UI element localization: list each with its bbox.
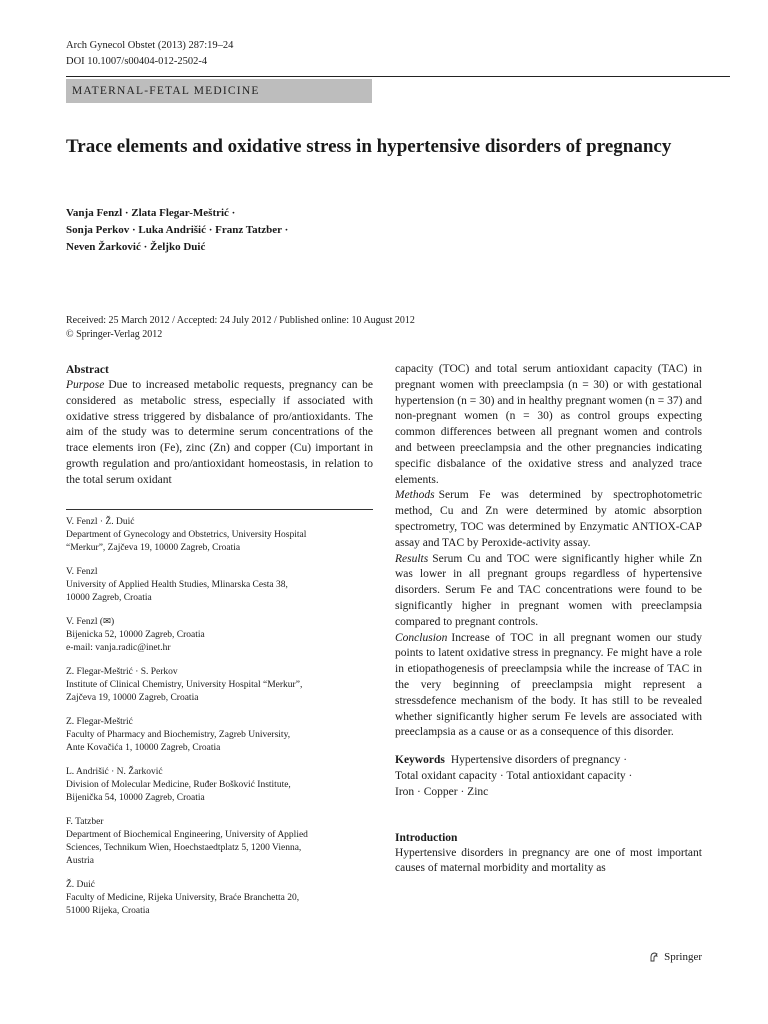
methods-text: Serum Fe was determined by spectrophotometric method, Cu and Zn were determined by atomic absorption spectrometry, TOC was determined by Enzymatic ANTIOX-CAP assay and TAC by Peroxide-activity assay. xyxy=(395,489,702,549)
affiliations xyxy=(66,516,373,929)
affiliation-line: Ante Kovačića 1, 10000 Zagreb, Croatia xyxy=(66,743,221,753)
abstract-purpose-continued: capacity (TOC) and total serum antioxidant capacity (TAC) in pregnant women with preeclampsia (n = 30) or with gestational hypertension (n = 30) and in healthy pregnant women (n = 37) and non-pregnant women (n = 30) as control groups expecting common differences between all pregnant women and controls and between preeclampsia and the other pregnancies indicating specific disbalance of the oxidative stress and analyzed trace elements. xyxy=(395,363,702,486)
conclusion-label: Conclusion xyxy=(395,631,448,644)
affiliation-line: Zajčeva 19, 10000 Zagreb, Croatia xyxy=(66,693,199,703)
affiliation-names: Z. Flegar-Meštrić · S. Perkov xyxy=(66,667,178,677)
affiliation-line: “Merkur”, Zajčeva 19, 10000 Zagreb, Croatia xyxy=(66,543,241,553)
affiliation-names: F. Tatzber xyxy=(66,817,104,827)
abstract-heading: Abstract xyxy=(66,364,109,376)
abstract-conclusion xyxy=(395,631,702,742)
affiliation-line: 51000 Rijeka, Croatia xyxy=(66,906,150,916)
affiliation xyxy=(66,516,373,555)
publisher-name: Springer xyxy=(664,951,702,963)
author-list xyxy=(66,205,466,256)
keyword: Hypertensive disorders of pregnancy · xyxy=(450,754,628,767)
affiliation-names: Ž. Duić xyxy=(66,880,96,890)
results-text: Serum Cu and TOC were significantly higher while Zn was lower in all pregnant groups regardless of hypertensive disorders. Serum Fe and TAC concentrations were found to be significantly higher in pregnant women with preeclampsia compared to pregnant controls. xyxy=(395,552,702,628)
affiliation xyxy=(66,666,373,705)
author-line: Vanja Fenzl · Zlata Flegar-Meštrić · xyxy=(66,207,236,219)
affiliation-line: Bijenicka 52, 10000 Zagreb, Croatia xyxy=(66,630,205,640)
affiliation-names: V. Fenzl xyxy=(66,567,98,577)
methods-label: Methods xyxy=(395,489,435,502)
affiliation-names: V. Fenzl (✉) xyxy=(66,617,115,627)
affiliation-divider xyxy=(66,509,373,510)
affiliation-line: Faculty of Pharmacy and Biochemistry, Zagreb University, xyxy=(66,730,291,740)
affiliation-names: L. Andrišić · N. Žarković xyxy=(66,767,163,777)
received-accepted-dates: Received: 25 March 2012 / Accepted: 24 July 2012 / Published online: 10 August 2012 xyxy=(66,315,415,326)
journal-citation: Arch Gynecol Obstet (2013) 287:19–24 xyxy=(66,40,234,51)
affiliation xyxy=(66,716,373,755)
affiliation-line: Division of Molecular Medicine, Ruđer Bošković Institute, xyxy=(66,780,291,790)
publication-dates xyxy=(66,314,706,342)
affiliation-line: 10000 Zagreb, Croatia xyxy=(66,593,152,603)
affiliation-names: Z. Flegar-Meštrić xyxy=(66,717,133,727)
section-label: MATERNAL-FETAL MEDICINE xyxy=(66,79,372,103)
copyright: © Springer-Verlag 2012 xyxy=(66,329,163,340)
journal-header xyxy=(66,38,233,70)
affiliation-line: Department of Biochemical Engineering, University of Applied xyxy=(66,830,308,840)
abstract-right-column xyxy=(395,362,702,877)
email-link[interactable]: e-mail: vanja.radic@inet.hr xyxy=(66,643,171,653)
affiliation-line: Department of Gynecology and Obstetrics, University Hospital xyxy=(66,530,307,540)
keywords-line xyxy=(395,753,702,769)
purpose-text: Due to increased metabolic requests, pregnancy can be considered as metabolic stress, especially if associated with oxidative stress triggered by disbalance of pro/antioxidants. The aim of the study was to determine serum concentrations of the trace elements iron (Fe), zinc (Zn) and copper (Cu) important in growth regulation and pro/antioxidant homeostasis, in relation to the total serum oxidant xyxy=(66,379,373,486)
keyword: Total oxidant capacity · Total antioxidant capacity · xyxy=(395,769,633,782)
abstract-purpose xyxy=(66,378,373,489)
affiliation-line: Bijenička 54, 10000 Zagreb, Croatia xyxy=(66,793,205,803)
doi: DOI 10.1007/s00404-012-2502-4 xyxy=(66,56,208,67)
springer-horse-icon xyxy=(648,951,660,963)
affiliation-line: University of Applied Health Studies, Mlinarska Cesta 38, xyxy=(66,580,288,590)
affiliation-line: Faculty of Medicine, Rijeka University, Braće Branchetta 20, xyxy=(66,893,300,903)
header-rule xyxy=(66,76,730,77)
purpose-label: Purpose xyxy=(66,379,105,391)
results-label: Results xyxy=(395,552,429,565)
introduction-heading: Introduction xyxy=(395,831,458,844)
introduction-text: Hypertensive disorders in pregnancy are one of most important causes of maternal morbidity and mortality as xyxy=(395,846,702,875)
keywords-heading: Keywords xyxy=(395,754,445,767)
publisher-logo xyxy=(648,951,702,963)
author-line: Neven Žarković · Željko Duić xyxy=(66,241,206,253)
affiliation-names: V. Fenzl · Ž. Duić xyxy=(66,517,135,527)
abstract-left-column xyxy=(66,363,373,489)
affiliation xyxy=(66,879,373,918)
article-title: Trace elements and oxidative stress in hypertensive disorders of pregnancy xyxy=(66,136,672,157)
abstract-results xyxy=(395,552,702,631)
affiliation-line: Sciences, Technikum Wien, Hoechstaedtplatz 5, 1200 Vienna, xyxy=(66,843,302,853)
abstract-methods xyxy=(395,488,702,551)
affiliation-line: Institute of Clinical Chemistry, University Hospital “Merkur”, xyxy=(66,680,303,690)
affiliation-line: Austria xyxy=(66,856,94,866)
affiliation xyxy=(66,616,373,655)
affiliation xyxy=(66,566,373,605)
keyword: Iron · Copper · Zinc xyxy=(395,785,489,798)
conclusion-text: Increase of TOC in all pregnant women our study points to latent oxidative stress in pregnancy. Fe might have a role in etiopathogenesis of preeclampsia while the increase of TAC in the very beginning of preeclampsia might represent a stressdefence mechanism of the body. It has still to be revealed whether significantly higher serum Fe levels are associated with preeclampsia as a cause or as a consequence of this disorder. xyxy=(395,631,702,739)
keywords-block xyxy=(395,753,702,800)
affiliation xyxy=(66,766,373,805)
author-line: Sonja Perkov · Luka Andrišić · Franz Tatzber · xyxy=(66,224,289,236)
affiliation xyxy=(66,816,373,868)
